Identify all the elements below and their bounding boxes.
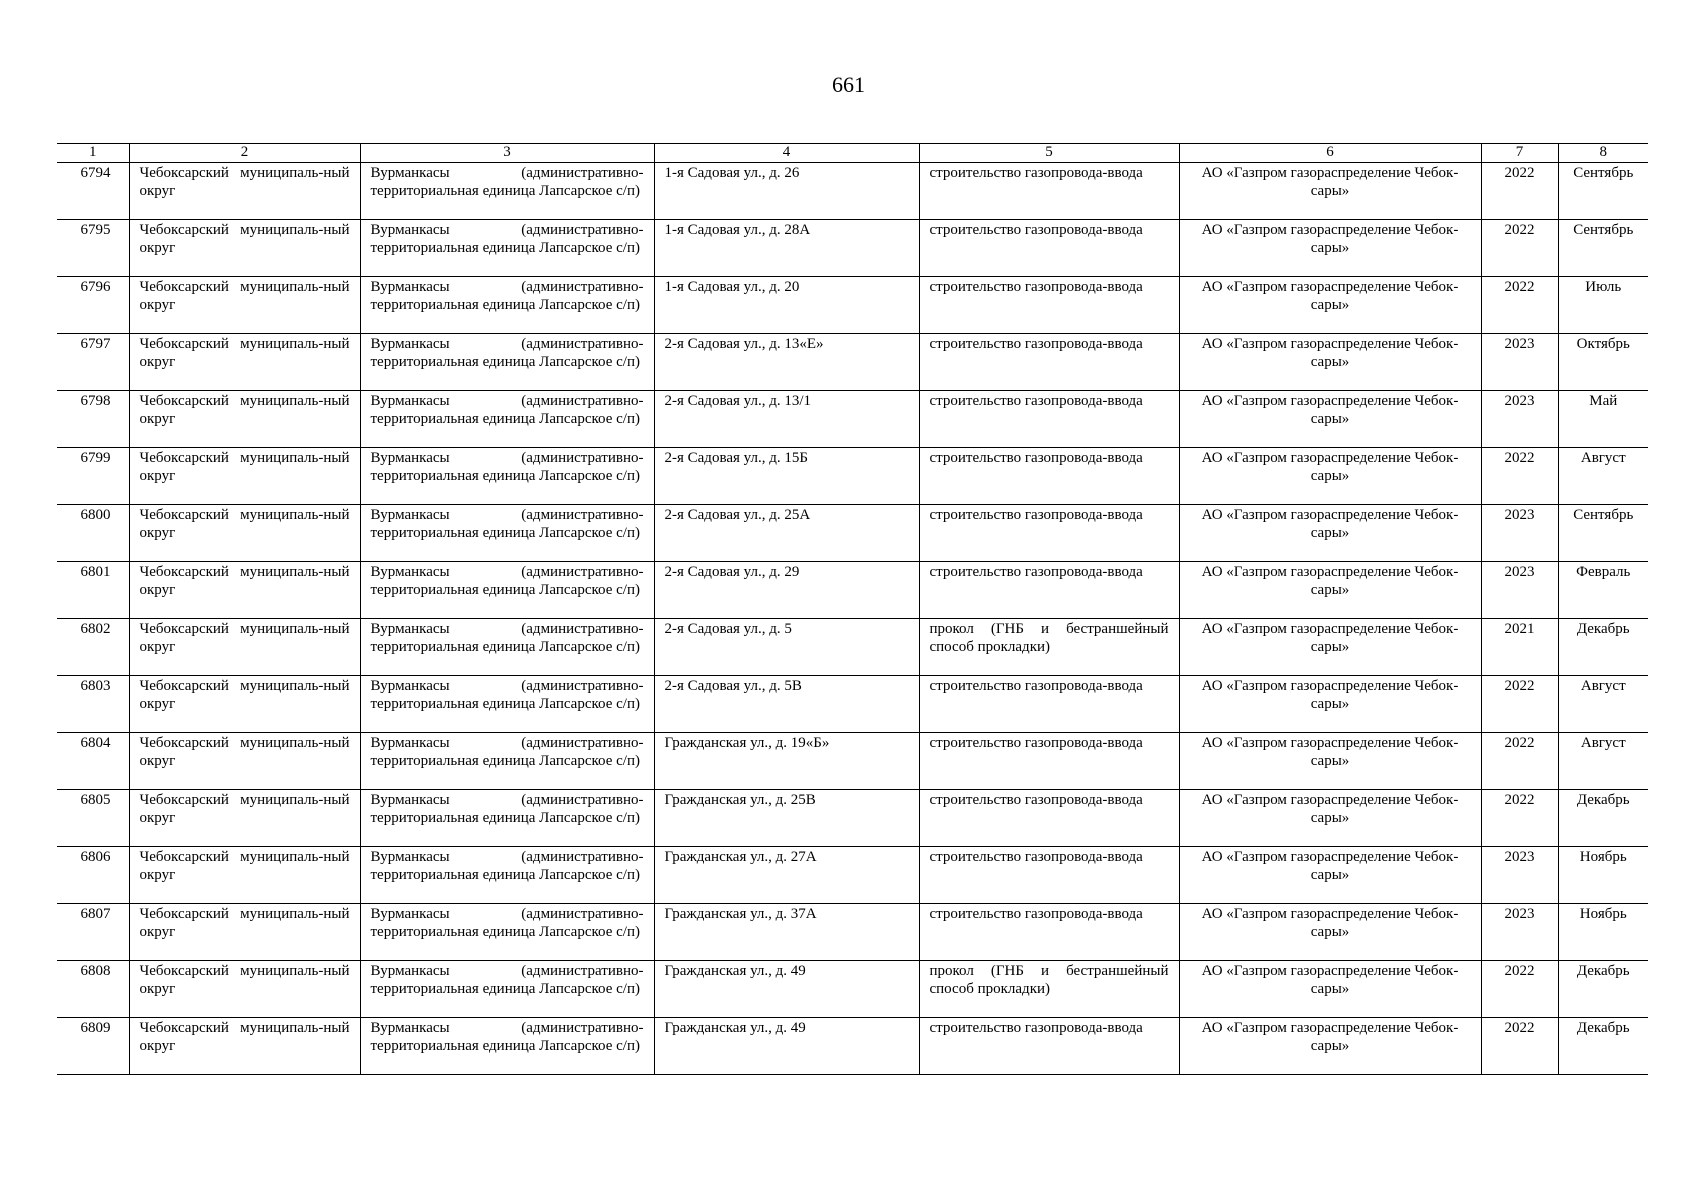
locality-cell: Вурманкасы (административно-территориальная единица Лапсарское с/п) [360,562,654,619]
organization-cell: АО «Газпром газораспределение Чебок-сары» [1179,847,1481,904]
work-type-cell: строительство газопровода-ввода [919,220,1179,277]
work-type-cell: прокол (ГНБ и бестраншейный способ прокладки) [919,961,1179,1018]
month-cell: Май [1558,391,1648,448]
work-type-cell: строительство газопровода-ввода [919,676,1179,733]
year-cell: 2023 [1481,391,1558,448]
address-cell: Гражданская ул., д. 37А [654,904,919,961]
district-cell: Чебоксарский муниципаль-ный округ [129,733,360,790]
address-cell: 2-я Садовая ул., д. 15Б [654,448,919,505]
locality-cell: Вурманкасы (административно-территориальная единица Лапсарское с/п) [360,334,654,391]
row-number: 6796 [57,277,129,334]
year-cell: 2022 [1481,733,1558,790]
column-header: 2 [129,144,360,163]
district-cell: Чебоксарский муниципаль-ный округ [129,391,360,448]
year-cell: 2022 [1481,1018,1558,1075]
table-row [57,847,1648,904]
organization-cell: АО «Газпром газораспределение Чебок-сары» [1179,961,1481,1018]
page-number: 661 [832,72,865,97]
table-row [57,562,1648,619]
table-row [57,676,1648,733]
column-header: 4 [654,144,919,163]
table-row [57,733,1648,790]
table-row [57,391,1648,448]
address-cell: 2-я Садовая ул., д. 13/1 [654,391,919,448]
address-cell: 2-я Садовая ул., д. 29 [654,562,919,619]
address-cell: 1-я Садовая ул., д. 20 [654,277,919,334]
column-number-row [57,144,1648,163]
column-header: 7 [1481,144,1558,163]
year-cell: 2023 [1481,562,1558,619]
year-cell: 2023 [1481,334,1558,391]
organization-cell: АО «Газпром газораспределение Чебок-сары» [1179,790,1481,847]
locality-cell: Вурманкасы (административно-территориальная единица Лапсарское с/п) [360,904,654,961]
address-cell: Гражданская ул., д. 49 [654,961,919,1018]
row-number: 6804 [57,733,129,790]
year-cell: 2022 [1481,448,1558,505]
month-cell: Декабрь [1558,619,1648,676]
year-cell: 2022 [1481,220,1558,277]
row-number: 6801 [57,562,129,619]
table-row [57,334,1648,391]
district-cell: Чебоксарский муниципаль-ный округ [129,961,360,1018]
locality-cell: Вурманкасы (административно-территориальная единица Лапсарское с/п) [360,619,654,676]
month-cell: Сентябрь [1558,505,1648,562]
district-cell: Чебоксарский муниципаль-ный округ [129,904,360,961]
organization-cell: АО «Газпром газораспределение Чебок-сары» [1179,733,1481,790]
column-header: 6 [1179,144,1481,163]
locality-cell: Вурманкасы (административно-территориальная единица Лапсарское с/п) [360,847,654,904]
organization-cell: АО «Газпром газораспределение Чебок-сары» [1179,334,1481,391]
locality-cell: Вурманкасы (административно-территориальная единица Лапсарское с/п) [360,505,654,562]
district-cell: Чебоксарский муниципаль-ный округ [129,619,360,676]
district-cell: Чебоксарский муниципаль-ный округ [129,220,360,277]
work-type-cell: строительство газопровода-ввода [919,163,1179,220]
month-cell: Август [1558,448,1648,505]
address-cell: 2-я Садовая ул., д. 5 [654,619,919,676]
organization-cell: АО «Газпром газораспределение Чебок-сары» [1179,391,1481,448]
column-header: 3 [360,144,654,163]
locality-cell: Вурманкасы (административно-территориальная единица Лапсарское с/п) [360,1018,654,1075]
district-cell: Чебоксарский муниципаль-ный округ [129,790,360,847]
table-row [57,961,1648,1018]
locality-cell: Вурманкасы (административно-территориальная единица Лапсарское с/п) [360,391,654,448]
work-type-cell: строительство газопровода-ввода [919,1018,1179,1075]
row-number: 6806 [57,847,129,904]
row-number: 6799 [57,448,129,505]
year-cell: 2022 [1481,790,1558,847]
row-number: 6797 [57,334,129,391]
work-type-cell: строительство газопровода-ввода [919,334,1179,391]
address-cell: 2-я Садовая ул., д. 5В [654,676,919,733]
year-cell: 2021 [1481,619,1558,676]
organization-cell: АО «Газпром газораспределение Чебок-сары» [1179,277,1481,334]
row-number: 6794 [57,163,129,220]
row-number: 6805 [57,790,129,847]
month-cell: Ноябрь [1558,847,1648,904]
address-cell: 1-я Садовая ул., д. 26 [654,163,919,220]
address-cell: Гражданская ул., д. 25В [654,790,919,847]
locality-cell: Вурманкасы (административно-территориальная единица Лапсарское с/п) [360,163,654,220]
work-type-cell: строительство газопровода-ввода [919,505,1179,562]
month-cell: Февраль [1558,562,1648,619]
column-header: 5 [919,144,1179,163]
year-cell: 2023 [1481,505,1558,562]
year-cell: 2022 [1481,163,1558,220]
locality-cell: Вурманкасы (административно-территориальная единица Лапсарское с/п) [360,676,654,733]
table-row [57,448,1648,505]
row-number: 6800 [57,505,129,562]
month-cell: Август [1558,733,1648,790]
year-cell: 2022 [1481,676,1558,733]
month-cell: Август [1558,676,1648,733]
month-cell: Сентябрь [1558,163,1648,220]
district-cell: Чебоксарский муниципаль-ный округ [129,562,360,619]
work-type-cell: прокол (ГНБ и бестраншейный способ прокладки) [919,619,1179,676]
year-cell: 2023 [1481,904,1558,961]
table-row [57,505,1648,562]
table-row [57,163,1648,220]
year-cell: 2022 [1481,277,1558,334]
locality-cell: Вурманкасы (административно-территориальная единица Лапсарское с/п) [360,277,654,334]
row-number: 6798 [57,391,129,448]
month-cell: Декабрь [1558,1018,1648,1075]
work-type-cell: строительство газопровода-ввода [919,277,1179,334]
month-cell: Октябрь [1558,334,1648,391]
district-cell: Чебоксарский муниципаль-ный округ [129,277,360,334]
organization-cell: АО «Газпром газораспределение Чебок-сары» [1179,904,1481,961]
address-cell: 2-я Садовая ул., д. 13«Е» [654,334,919,391]
month-cell: Сентябрь [1558,220,1648,277]
address-cell: Гражданская ул., д. 49 [654,1018,919,1075]
work-type-cell: строительство газопровода-ввода [919,790,1179,847]
district-cell: Чебоксарский муниципаль-ный округ [129,163,360,220]
district-cell: Чебоксарский муниципаль-ный округ [129,334,360,391]
row-number: 6807 [57,904,129,961]
address-cell: Гражданская ул., д. 19«Б» [654,733,919,790]
table-row [57,619,1648,676]
year-cell: 2022 [1481,961,1558,1018]
district-cell: Чебоксарский муниципаль-ный округ [129,847,360,904]
table-row [57,220,1648,277]
locality-cell: Вурманкасы (административно-территориальная единица Лапсарское с/п) [360,961,654,1018]
month-cell: Июль [1558,277,1648,334]
locality-cell: Вурманкасы (административно-территориальная единица Лапсарское с/п) [360,733,654,790]
row-number: 6795 [57,220,129,277]
district-cell: Чебоксарский муниципаль-ный округ [129,676,360,733]
locality-cell: Вурманкасы (административно-территориальная единица Лапсарское с/п) [360,790,654,847]
work-type-cell: строительство газопровода-ввода [919,391,1179,448]
month-cell: Ноябрь [1558,904,1648,961]
month-cell: Декабрь [1558,961,1648,1018]
row-number: 6803 [57,676,129,733]
row-number: 6808 [57,961,129,1018]
year-cell: 2023 [1481,847,1558,904]
locality-cell: Вурманкасы (административно-территориальная единица Лапсарское с/п) [360,448,654,505]
organization-cell: АО «Газпром газораспределение Чебок-сары» [1179,163,1481,220]
column-header: 8 [1558,144,1648,163]
address-cell: 1-я Садовая ул., д. 28А [654,220,919,277]
organization-cell: АО «Газпром газораспределение Чебок-сары» [1179,220,1481,277]
organization-cell: АО «Газпром газораспределение Чебок-сары» [1179,619,1481,676]
address-cell: 2-я Садовая ул., д. 25А [654,505,919,562]
table-row [57,790,1648,847]
district-cell: Чебоксарский муниципаль-ный округ [129,448,360,505]
organization-cell: АО «Газпром газораспределение Чебок-сары» [1179,562,1481,619]
table-row [57,904,1648,961]
row-number: 6809 [57,1018,129,1075]
work-type-cell: строительство газопровода-ввода [919,904,1179,961]
gas-connection-table [57,143,1648,1075]
work-type-cell: строительство газопровода-ввода [919,847,1179,904]
organization-cell: АО «Газпром газораспределение Чебок-сары» [1179,505,1481,562]
table-row [57,277,1648,334]
table-row [57,1018,1648,1075]
work-type-cell: строительство газопровода-ввода [919,733,1179,790]
district-cell: Чебоксарский муниципаль-ный округ [129,505,360,562]
work-type-cell: строительство газопровода-ввода [919,448,1179,505]
organization-cell: АО «Газпром газораспределение Чебок-сары» [1179,1018,1481,1075]
organization-cell: АО «Газпром газораспределение Чебок-сары» [1179,676,1481,733]
address-cell: Гражданская ул., д. 27А [654,847,919,904]
organization-cell: АО «Газпром газораспределение Чебок-сары» [1179,448,1481,505]
month-cell: Декабрь [1558,790,1648,847]
column-header: 1 [57,144,129,163]
locality-cell: Вурманкасы (административно-территориальная единица Лапсарское с/п) [360,220,654,277]
district-cell: Чебоксарский муниципаль-ный округ [129,1018,360,1075]
row-number: 6802 [57,619,129,676]
work-type-cell: строительство газопровода-ввода [919,562,1179,619]
